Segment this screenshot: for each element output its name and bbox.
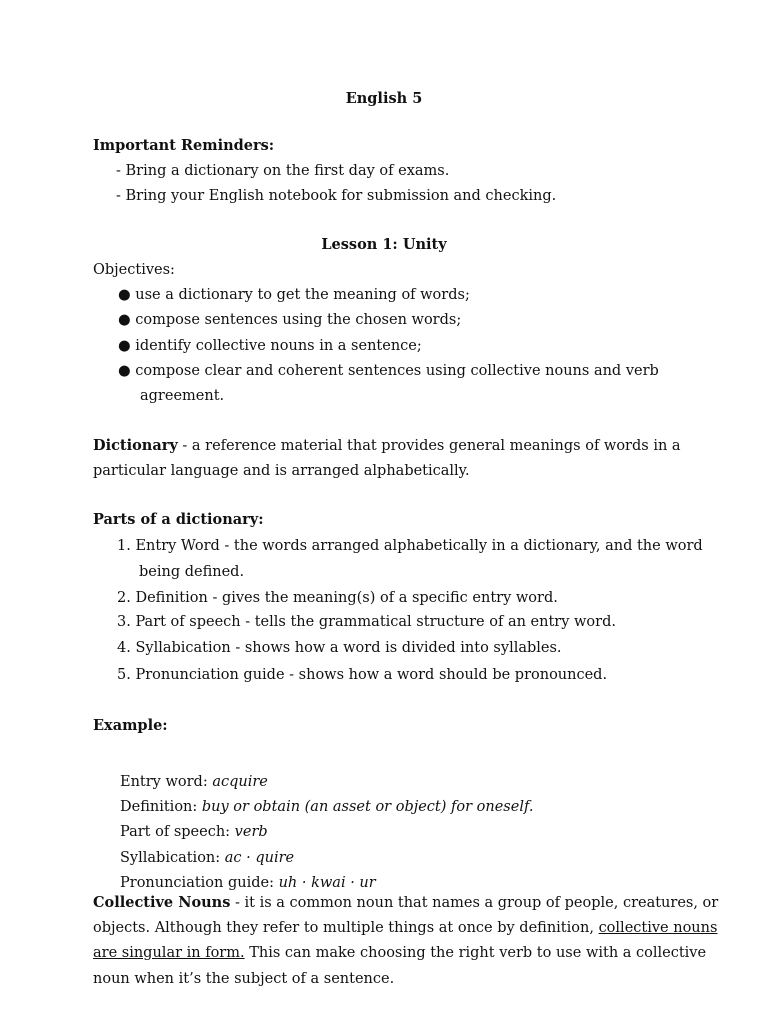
reminder-item: - Bring your English notebook for submission and checking.: [116, 188, 557, 204]
parts-item: 2. Definition - gives the meaning(s) of a specific entry word.: [117, 590, 558, 606]
bullet-icon: ●: [118, 363, 131, 379]
example-row: Pronunciation guide: uh · kwai · ur: [120, 875, 376, 891]
page-title: English 5: [345, 90, 423, 107]
collective-definition: Collective Nouns - it is a common noun that names a group of people, creatures, or: [93, 894, 719, 911]
collective-definition-cont: noun when it’s the subject of a sentence.: [93, 971, 395, 987]
objectives-label: Objectives:: [93, 262, 175, 278]
objective-item: ● compose clear and coherent sentences using collective nouns and verb: [118, 363, 659, 379]
example-heading: Example:: [93, 717, 168, 734]
bullet-icon: ●: [118, 312, 131, 328]
lesson-title: Lesson 1: Unity: [321, 236, 447, 253]
parts-item: 4. Syllabication - shows how a word is divided into syllables.: [117, 640, 562, 656]
objective-item: ● use a dictionary to get the meaning of words;: [118, 287, 470, 303]
objective-item: ● compose sentences using the chosen words;: [118, 312, 462, 328]
parts-item: 5. Pronunciation guide - shows how a word should be pronounced.: [117, 667, 608, 683]
bullet-icon: ●: [118, 287, 131, 303]
collective-definition-cont: are singular in form. This can make choosing the right verb to use with a collective: [93, 945, 707, 961]
objective-continuation: agreement.: [140, 388, 225, 404]
parts-item-continuation: being defined.: [139, 564, 245, 580]
dictionary-definition-cont: particular language and is arranged alphabetically.: [93, 463, 470, 479]
example-row: Definition: buy or obtain (an asset or object) for oneself.: [120, 799, 534, 815]
example-row: Entry word: acquire: [120, 774, 268, 790]
dictionary-definition: Dictionary - a reference material that provides general meanings of words in a: [93, 437, 681, 454]
bullet-icon: ●: [118, 338, 131, 354]
collective-definition-cont: objects. Although they refer to multiple things at once by definition, collective nouns: [93, 920, 718, 936]
parts-item: 1. Entry Word - the words arranged alphabetically in a dictionary, and the word: [117, 538, 703, 554]
parts-heading: Parts of a dictionary:: [93, 511, 264, 528]
example-row: Syllabication: ac · quire: [120, 850, 295, 866]
parts-item: 3. Part of speech - tells the grammatical structure of an entry word.: [117, 614, 616, 630]
example-row: Part of speech: verb: [120, 824, 268, 840]
objective-item: ● identify collective nouns in a sentence;: [118, 338, 422, 354]
reminder-item: - Bring a dictionary on the first day of exams.: [116, 163, 450, 179]
reminders-heading: Important Reminders:: [93, 137, 275, 154]
